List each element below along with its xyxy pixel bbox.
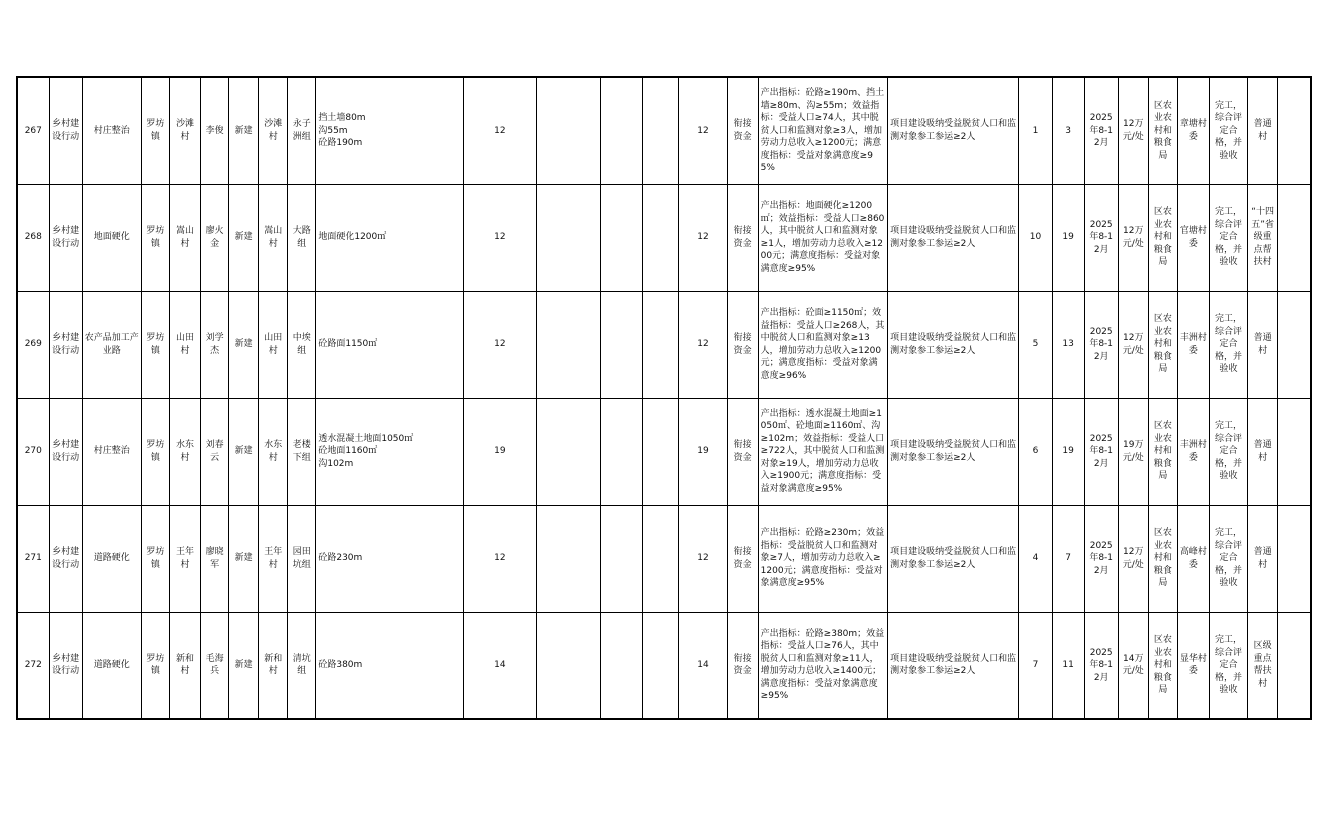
beneficiary-people: 7: [1052, 505, 1084, 612]
beneficiary-people: 11: [1052, 612, 1084, 719]
construction-content: 地面硬化1200㎡: [316, 184, 463, 291]
beneficiary-households: 5: [1019, 291, 1052, 398]
benefit-mechanism: 项目建设吸纳受益脱贫人口和监测对象参工参运≥2人: [888, 505, 1019, 612]
total-investment: 12: [463, 184, 536, 291]
owner-name: 毛海兵: [201, 612, 229, 719]
village-type: 普通村: [1248, 77, 1278, 184]
empty-cell: [643, 612, 679, 719]
site-village: 嵩山村: [259, 184, 288, 291]
town-name: 罗坊镇: [141, 505, 169, 612]
construction-nature: 新建: [229, 184, 259, 291]
project-manager: 显华村委: [1177, 612, 1209, 719]
empty-cell: [1278, 184, 1311, 291]
empty-cell: [1278, 612, 1311, 719]
village-name: 山田村: [169, 291, 200, 398]
acceptance-status: 完工，综合评定合格，并验收: [1209, 184, 1247, 291]
village-name: 沙滩村: [169, 77, 200, 184]
empty-cell: [643, 184, 679, 291]
site-group: 大路组: [288, 184, 316, 291]
project-manager: 丰洲村委: [1177, 291, 1209, 398]
site-group: 永子洲组: [288, 77, 316, 184]
acceptance-status: 完工，综合评定合格，并验收: [1209, 398, 1247, 505]
village-type: 普通村: [1248, 505, 1278, 612]
project-subcategory: 道路硬化: [82, 612, 141, 719]
implementation-period: 2025年8-12月: [1084, 77, 1118, 184]
construction-nature: 新建: [229, 612, 259, 719]
village-name: 王年村: [169, 505, 200, 612]
empty-cell: [643, 291, 679, 398]
performance-targets: 产出指标：砼路≥380m；效益指标：受益人口≥76人，其中脱贫人口和监测对象≥11人，增加劳动力总收入≥1400元；满意度指标：受益对象满意度≥95%: [758, 612, 887, 719]
site-village: 沙滩村: [259, 77, 288, 184]
project-subcategory: 村庄整治: [82, 398, 141, 505]
empty-cell: [601, 398, 643, 505]
beneficiary-households: 7: [1019, 612, 1052, 719]
fund-type: 衔接资金: [727, 184, 758, 291]
construction-content: 透水混凝土地面1050㎡ 砼地面1160㎡ 沟102m: [316, 398, 463, 505]
project-manager: 高峰村委: [1177, 505, 1209, 612]
owner-name: 刘春云: [201, 398, 229, 505]
row-number: 269: [17, 291, 49, 398]
site-group: 中埃组: [288, 291, 316, 398]
total-investment: 12: [463, 505, 536, 612]
row-number: 267: [17, 77, 49, 184]
fund-type: 衔接资金: [727, 398, 758, 505]
owner-name: 李俊: [201, 77, 229, 184]
table-row: [17, 291, 1311, 398]
owner-name: 廖晓军: [201, 505, 229, 612]
fund-amount: 12: [679, 505, 727, 612]
town-name: 罗坊镇: [141, 77, 169, 184]
beneficiary-people: 3: [1052, 77, 1084, 184]
empty-cell: [537, 291, 601, 398]
empty-cell: [1278, 291, 1311, 398]
table-row: [17, 398, 1311, 505]
subsidy-standard: 12万元/处: [1118, 505, 1148, 612]
project-subcategory: 地面硬化: [82, 184, 141, 291]
performance-targets: 产出指标：砼路≥190m、挡土墙≥80m、沟≥55m；效益指标：受益人口≥74人，其中脱贫人口和监测对象≥3人，增加劳动力总收入≥1200元；满意度指标：受益对象满意度≥95%: [758, 77, 887, 184]
fund-amount: 12: [679, 77, 727, 184]
village-type: “十四五”省级重点帮扶村: [1248, 184, 1278, 291]
town-name: 罗坊镇: [141, 184, 169, 291]
supervising-department: 区农业农村和粮食局: [1148, 77, 1177, 184]
performance-targets: 产出指标：地面硬化≥1200㎡；效益指标：受益人口≥860人，其中脱贫人口和监测对象≥1人，增加劳动力总收入≥1200元；满意度指标：受益对象满意度≥95%: [758, 184, 887, 291]
row-number: 271: [17, 505, 49, 612]
total-investment: 14: [463, 612, 536, 719]
empty-cell: [537, 612, 601, 719]
fund-type: 衔接资金: [727, 612, 758, 719]
beneficiary-people: 19: [1052, 184, 1084, 291]
beneficiary-people: 13: [1052, 291, 1084, 398]
construction-content: 砼路230m: [316, 505, 463, 612]
total-investment: 19: [463, 398, 536, 505]
beneficiary-households: 6: [1019, 398, 1052, 505]
village-name: 嵩山村: [169, 184, 200, 291]
implementation-period: 2025年8-12月: [1084, 505, 1118, 612]
construction-content: 砼路380m: [316, 612, 463, 719]
subsidy-standard: 12万元/处: [1118, 184, 1148, 291]
beneficiary-households: 1: [1019, 77, 1052, 184]
acceptance-status: 完工，综合评定合格，并验收: [1209, 77, 1247, 184]
table-body: [17, 77, 1311, 719]
subsidy-standard: 12万元/处: [1118, 77, 1148, 184]
village-type: 区级重点帮扶村: [1248, 612, 1278, 719]
empty-cell: [601, 184, 643, 291]
village-name: 水东村: [169, 398, 200, 505]
total-investment: 12: [463, 291, 536, 398]
implementation-period: 2025年8-12月: [1084, 398, 1118, 505]
row-number: 272: [17, 612, 49, 719]
acceptance-status: 完工，综合评定合格，并验收: [1209, 291, 1247, 398]
implementation-period: 2025年8-12月: [1084, 612, 1118, 719]
supervising-department: 区农业农村和粮食局: [1148, 291, 1177, 398]
fund-type: 衔接资金: [727, 291, 758, 398]
village-type: 普通村: [1248, 398, 1278, 505]
town-name: 罗坊镇: [141, 291, 169, 398]
beneficiary-households: 4: [1019, 505, 1052, 612]
owner-name: 廖火金: [201, 184, 229, 291]
beneficiary-people: 19: [1052, 398, 1084, 505]
performance-targets: 产出指标：砼路≥230m；效益指标：受益脱贫人口和监测对象≥7人，增加劳动力总收入≥1200元；满意度指标：受益对象满意度≥95%: [758, 505, 887, 612]
project-category: 乡村建设行动: [49, 77, 82, 184]
project-category: 乡村建设行动: [49, 291, 82, 398]
village-type: 普通村: [1248, 291, 1278, 398]
supervising-department: 区农业农村和粮食局: [1148, 184, 1177, 291]
owner-name: 刘学杰: [201, 291, 229, 398]
town-name: 罗坊镇: [141, 612, 169, 719]
fund-amount: 12: [679, 184, 727, 291]
table-row: [17, 505, 1311, 612]
project-category: 乡村建设行动: [49, 184, 82, 291]
benefit-mechanism: 项目建设吸纳受益脱贫人口和监测对象参工参运≥2人: [888, 291, 1019, 398]
project-category: 乡村建设行动: [49, 612, 82, 719]
row-number: 268: [17, 184, 49, 291]
row-number: 270: [17, 398, 49, 505]
project-subcategory: 农产品加工产业路: [82, 291, 141, 398]
benefit-mechanism: 项目建设吸纳受益脱贫人口和监测对象参工参运≥2人: [888, 184, 1019, 291]
table-row: [17, 184, 1311, 291]
benefit-mechanism: 项目建设吸纳受益脱贫人口和监测对象参工参运≥2人: [888, 77, 1019, 184]
fund-amount: 12: [679, 291, 727, 398]
empty-cell: [1278, 77, 1311, 184]
fund-type: 衔接资金: [727, 505, 758, 612]
project-manager: 章塘村委: [1177, 77, 1209, 184]
project-manager: 丰洲村委: [1177, 398, 1209, 505]
project-category: 乡村建设行动: [49, 398, 82, 505]
fund-amount: 19: [679, 398, 727, 505]
acceptance-status: 完工，综合评定合格，并验收: [1209, 505, 1247, 612]
supervising-department: 区农业农村和粮食局: [1148, 612, 1177, 719]
village-name: 新和村: [169, 612, 200, 719]
empty-cell: [643, 398, 679, 505]
performance-targets: 产出指标：透水混凝土地面≥1050㎡、砼地面≥1160㎡、沟≥102m；效益指标：受益人口≥722人，其中脱贫人口和监测对象≥19人，增加劳动力总收入≥1900元；满意度指标：受益对象满意度≥95%: [758, 398, 887, 505]
performance-targets: 产出指标：砼面≥1150㎡；效益指标：受益人口≥268人，其中脱贫人口和监测对象≥13人，增加劳动力总收入≥1200元；满意度指标：受益对象满意度≥96%: [758, 291, 887, 398]
implementation-period: 2025年8-12月: [1084, 291, 1118, 398]
construction-nature: 新建: [229, 398, 259, 505]
construction-nature: 新建: [229, 77, 259, 184]
project-subcategory: 道路硬化: [82, 505, 141, 612]
benefit-mechanism: 项目建设吸纳受益脱贫人口和监测对象参工参运≥2人: [888, 398, 1019, 505]
empty-cell: [643, 505, 679, 612]
empty-cell: [1278, 398, 1311, 505]
construction-nature: 新建: [229, 291, 259, 398]
site-group: 园田坑组: [288, 505, 316, 612]
site-village: 水东村: [259, 398, 288, 505]
empty-cell: [537, 398, 601, 505]
site-group: 老楼下组: [288, 398, 316, 505]
empty-cell: [1278, 505, 1311, 612]
site-group: 清坑组: [288, 612, 316, 719]
project-manager: 官塘村委: [1177, 184, 1209, 291]
fund-type: 衔接资金: [727, 77, 758, 184]
supervising-department: 区农业农村和粮食局: [1148, 505, 1177, 612]
supervising-department: 区农业农村和粮食局: [1148, 398, 1177, 505]
empty-cell: [537, 505, 601, 612]
empty-cell: [537, 184, 601, 291]
total-investment: 12: [463, 77, 536, 184]
subsidy-standard: 14万元/处: [1118, 612, 1148, 719]
site-village: 王年村: [259, 505, 288, 612]
empty-cell: [601, 291, 643, 398]
fund-amount: 14: [679, 612, 727, 719]
empty-cell: [643, 77, 679, 184]
table-row: [17, 77, 1311, 184]
project-category: 乡村建设行动: [49, 505, 82, 612]
empty-cell: [601, 505, 643, 612]
beneficiary-households: 10: [1019, 184, 1052, 291]
empty-cell: [537, 77, 601, 184]
subsidy-standard: 19万元/处: [1118, 398, 1148, 505]
construction-content: 挡土墙80m 沟55m 砼路190m: [316, 77, 463, 184]
table-row: [17, 612, 1311, 719]
town-name: 罗坊镇: [141, 398, 169, 505]
benefit-mechanism: 项目建设吸纳受益脱贫人口和监测对象参工参运≥2人: [888, 612, 1019, 719]
project-table: [16, 76, 1312, 720]
site-village: 山田村: [259, 291, 288, 398]
empty-cell: [601, 612, 643, 719]
acceptance-status: 完工，综合评定合格，并验收: [1209, 612, 1247, 719]
site-village: 新和村: [259, 612, 288, 719]
empty-cell: [601, 77, 643, 184]
construction-nature: 新建: [229, 505, 259, 612]
implementation-period: 2025年8-12月: [1084, 184, 1118, 291]
subsidy-standard: 12万元/处: [1118, 291, 1148, 398]
project-subcategory: 村庄整治: [82, 77, 141, 184]
construction-content: 砼路面1150㎡: [316, 291, 463, 398]
